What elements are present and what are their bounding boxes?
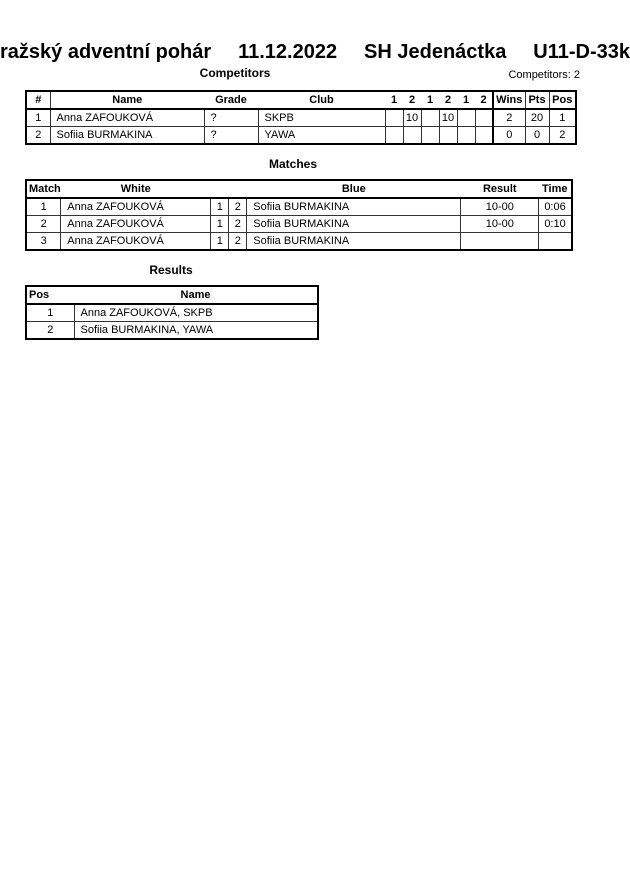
- cell-blue-score: 2: [229, 216, 247, 233]
- col-white-score: [211, 180, 229, 198]
- cell-score: [457, 109, 475, 127]
- col-club: Club: [258, 91, 385, 109]
- cell-blue-name: Sofiia BURMAKINA: [247, 216, 461, 233]
- cell-wins: 0: [493, 127, 525, 145]
- cell-grade: ?: [204, 109, 258, 127]
- cell-pos: 2: [26, 322, 74, 340]
- cell-pos: 2: [549, 127, 576, 145]
- cell-blue-name: Sofiia BURMAKINA: [247, 233, 461, 251]
- cell-time: 0:10: [539, 216, 572, 233]
- cell-white-score: 1: [211, 233, 229, 251]
- results-section-title: Results: [149, 263, 193, 277]
- table-row: [26, 322, 318, 340]
- cell-score: [403, 127, 421, 145]
- col-score-5: 1: [457, 91, 475, 109]
- table-header-row: [26, 91, 576, 109]
- cell-score: [385, 109, 403, 127]
- title-venue: SH Jedenáctka: [364, 41, 507, 63]
- cell-score: [475, 127, 493, 145]
- cell-match-number: 2: [26, 216, 61, 233]
- cell-club: SKPB: [258, 109, 385, 127]
- col-wins: Wins: [493, 91, 525, 109]
- col-result: Result: [461, 180, 539, 198]
- cell-time: 0:06: [544, 201, 566, 213]
- col-pts: Pts: [525, 91, 549, 109]
- cell-white-name: Anna ZAFOUKOVÁ: [61, 233, 211, 251]
- col-score-3: 1: [421, 91, 439, 109]
- col-name: Name: [50, 91, 204, 109]
- col-pos: Pos: [26, 286, 74, 304]
- cell-name: Sofiia BURMAKINA, YAWA: [74, 322, 318, 340]
- cell-number: 1: [26, 109, 50, 127]
- cell-blue-score: 2: [229, 233, 247, 251]
- cell-score: [475, 109, 493, 127]
- cell-result: 10-00: [461, 216, 539, 233]
- cell-result: [461, 233, 539, 251]
- cell-score: [457, 127, 475, 145]
- cell-white-score: 1: [211, 198, 229, 216]
- col-blue: Blue: [247, 180, 461, 198]
- col-blue-score: [229, 180, 247, 198]
- col-score-1: 1: [385, 91, 403, 109]
- cell-pos: 1: [26, 304, 74, 322]
- cell-pts: 20: [525, 109, 549, 127]
- cell-pos: 1: [559, 112, 566, 124]
- table-header-row: [26, 286, 318, 304]
- results-table: [25, 285, 319, 340]
- cell-blue-name: Sofiia BURMAKINA: [247, 198, 461, 216]
- col-score-4: 2: [439, 91, 457, 109]
- col-time: Time: [539, 180, 572, 198]
- cell-name: Anna ZAFOUKOVÁ: [50, 109, 204, 127]
- cell-score: 10: [403, 109, 421, 127]
- page-title: [0, 40, 630, 64]
- title-event: ražský adventní pohár: [0, 41, 212, 63]
- competitors-section-title: Competitors: [199, 66, 271, 80]
- table-row: [26, 109, 576, 127]
- col-number: #: [26, 91, 50, 109]
- table-row: [26, 127, 576, 145]
- cell-number: 2: [26, 127, 50, 145]
- cell-name: Anna ZAFOUKOVÁ, SKPB: [80, 307, 213, 319]
- table-row: [26, 216, 572, 233]
- title-category: U11-D-33k: [533, 41, 630, 63]
- title-date: 11.12.2022: [238, 41, 338, 63]
- col-match: Match: [26, 180, 61, 198]
- cell-match-number: 3: [26, 233, 61, 251]
- cell-score: [385, 127, 403, 145]
- cell-result: 10-00: [461, 198, 539, 216]
- cell-score: [421, 109, 439, 127]
- matches-table: [25, 179, 573, 251]
- cell-time: [539, 233, 572, 251]
- matches-section-title: Matches: [268, 157, 318, 171]
- competitors-count: Competitors: 2: [508, 69, 580, 81]
- table-row: [26, 233, 572, 251]
- table-header-row: [26, 180, 572, 198]
- col-score-6: 2: [475, 91, 493, 109]
- cell-score: [439, 127, 457, 145]
- cell-score: [421, 127, 439, 145]
- table-row: [26, 198, 572, 216]
- cell-white-name: Anna ZAFOUKOVÁ: [61, 216, 211, 233]
- cell-grade: ?: [204, 127, 258, 145]
- col-score-2: 2: [403, 91, 421, 109]
- col-name: Name: [74, 286, 318, 304]
- cell-wins: 2: [493, 109, 525, 127]
- cell-match-number: 1: [26, 198, 61, 216]
- cell-blue-score: 2: [229, 198, 247, 216]
- cell-club: YAWA: [258, 127, 385, 145]
- col-pos: Pos: [549, 91, 576, 109]
- cell-white-name: Anna ZAFOUKOVÁ: [61, 198, 211, 216]
- cell-name: Sofiia BURMAKINA: [50, 127, 204, 145]
- cell-score: 10: [439, 109, 457, 127]
- competitors-table: [25, 90, 577, 145]
- col-grade: Grade: [204, 91, 258, 109]
- col-white: White: [61, 180, 211, 198]
- table-row: [26, 304, 318, 322]
- cell-white-score: 1: [211, 216, 229, 233]
- cell-pts: 0: [525, 127, 549, 145]
